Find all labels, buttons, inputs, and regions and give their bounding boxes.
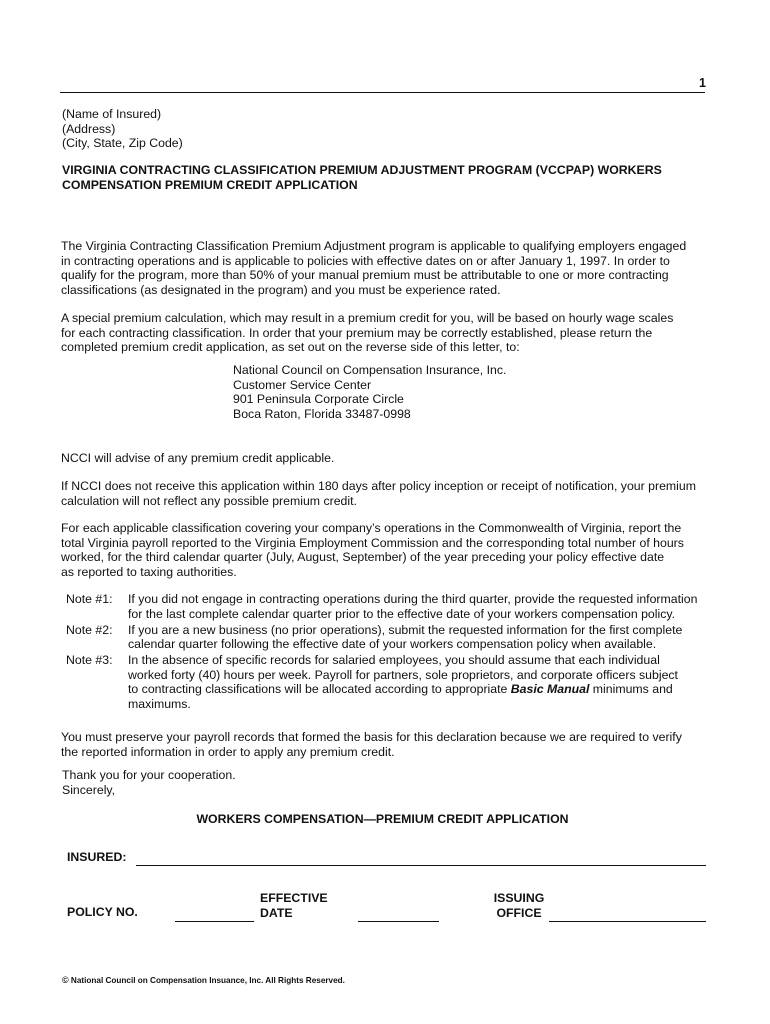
- text-span: minimums and: [589, 682, 673, 696]
- text-line: classifications (as designated in the program) and you must be experience rated.: [61, 282, 501, 297]
- payroll-reporting-paragraph: [61, 521, 711, 579]
- policy-no-label: POLICY NO.: [67, 905, 138, 919]
- note-text: [128, 653, 716, 711]
- text-line: calendar quarter following the effective date of your workers compensation policy when available.: [128, 637, 657, 651]
- text-line: maximums.: [128, 696, 191, 711]
- address-line: Boca Raton, Florida 33487-0998: [233, 406, 411, 421]
- page-number: 1: [699, 76, 706, 90]
- letter-title: [62, 163, 712, 192]
- title-line: VIRGINIA CONTRACTING CLASSIFICATION PREMIUM ADJUSTMENT PROGRAM (VCCPAP) WORKERS: [62, 163, 662, 177]
- program-description-paragraph: [61, 239, 711, 297]
- title-line: COMPENSATION PREMIUM CREDIT APPLICATION: [62, 177, 358, 192]
- notes-list: [66, 592, 716, 711]
- deadline-paragraph: [61, 479, 711, 508]
- note-text: [128, 592, 716, 621]
- form-title: [0, 812, 770, 827]
- address-line: 901 Peninsula Corporate Circle: [233, 392, 404, 406]
- note-text: [128, 623, 716, 652]
- thank-you-line: Thank you for your cooperation.: [62, 768, 236, 782]
- text-line: completed premium credit application, as set out on the reverse side of this letter, to:: [61, 340, 520, 354]
- note-label: Note #1:: [66, 592, 113, 606]
- address-line: National Council on Compensation Insurance, Inc.: [233, 363, 507, 377]
- text-line: If you did not engage in contracting operations during the third quarter, provide the requested information: [128, 592, 698, 606]
- note-2: [66, 623, 716, 652]
- label-line: EFFECTIVE: [260, 891, 328, 905]
- text-line: In the absence of specific records for salaried employees, you should assume that each individual: [128, 653, 660, 667]
- label-line: ISSUING: [493, 891, 545, 905]
- note-3: [66, 653, 716, 711]
- records-retention-paragraph: [61, 730, 711, 759]
- text-line: If NCCI does not receive this application within 180 days after policy inception or receipt of notification, your premium: [61, 479, 696, 493]
- text-span: to contracting classifications will be allocated according to appropriate: [128, 682, 511, 696]
- header-rule: [60, 92, 705, 93]
- note-label: Note #2:: [66, 622, 113, 637]
- text-line: The Virginia Contracting Classification Premium Adjustment program is applicable to qualifying employers engaged: [61, 239, 687, 253]
- text-line: You must preserve your payroll records that formed the basis for this declaration because we are required to verify: [61, 730, 682, 744]
- label-line: DATE: [260, 905, 293, 920]
- copyright-footer: [62, 973, 345, 989]
- closing: [62, 768, 236, 797]
- basic-manual-emphasis: Basic Manual: [510, 682, 590, 696]
- text-line: [128, 682, 716, 697]
- text-line: as reported to taxing authorities.: [61, 564, 237, 579]
- effective-date-field-line[interactable]: [358, 921, 439, 922]
- policy-no-field-line[interactable]: [175, 921, 254, 922]
- copyright-text: National Council on Compensation Insuance, Inc. All Rights Reserved.: [68, 976, 345, 985]
- text-line: If you are a new business (no prior operations), submit the requested information for the first complete: [128, 622, 683, 637]
- city-state-zip-placeholder: (City, State, Zip Code): [62, 136, 183, 150]
- form-title-text: WORKERS COMPENSATION—PREMIUM CREDIT APPLICATION: [196, 812, 569, 826]
- text-line: worked forty (40) hours per week. Payroll for partners, sole proprietors, and corporate officers subject: [128, 667, 678, 682]
- text-line: worked, for the third calendar quarter (July, August, September) of the year preceding your policy effective date: [61, 550, 665, 564]
- insured-field-line[interactable]: [136, 865, 706, 866]
- note-1: [66, 592, 716, 621]
- insured-name-placeholder: (Name of Insured): [62, 107, 162, 121]
- issuing-office-field-line[interactable]: [549, 921, 706, 922]
- ncci-mailing-address: [233, 363, 506, 421]
- note-label: Note #3:: [66, 653, 113, 667]
- address-block: [62, 107, 183, 151]
- issuing-office-label: [490, 891, 548, 920]
- effective-date-label: [260, 891, 328, 920]
- text-line: for the last complete calendar quarter prior to the effective date of your workers compensation policy.: [128, 606, 676, 621]
- text-line: in contracting operations and is applicable to policies with effective dates on or after January 1, 1997. In order to: [61, 253, 670, 268]
- text-line: NCCI will advise of any premium credit applicable.: [61, 451, 335, 465]
- text-line: for each contracting classification. In order that your premium may be correctly established, please return the: [61, 325, 653, 340]
- copyright-symbol: ©: [62, 975, 69, 985]
- label-line: OFFICE: [496, 905, 542, 920]
- text-line: qualify for the program, more than 50% of your manual premium must be attributable to one or more contracting: [61, 268, 669, 282]
- text-line: For each applicable classification covering your company’s operations in the Commonwealth of Virginia, report the: [61, 521, 682, 535]
- text-line: total Virginia payroll reported to the Virginia Employment Commission and the corresponding total number of hours: [61, 535, 684, 550]
- text-line: A special premium calculation, which may result in a premium credit for you, will be based on hourly wage scales: [61, 311, 674, 325]
- insured-label: INSURED:: [67, 850, 127, 864]
- premium-calculation-paragraph: [61, 311, 711, 355]
- sign-off: Sincerely,: [62, 782, 116, 797]
- address-placeholder: (Address): [62, 121, 116, 136]
- text-line: calculation will not reflect any possible premium credit.: [61, 493, 357, 508]
- address-line: Customer Service Center: [233, 377, 372, 392]
- text-line: the reported information in order to apply any premium credit.: [61, 744, 395, 759]
- ncci-advise-paragraph: [61, 451, 711, 466]
